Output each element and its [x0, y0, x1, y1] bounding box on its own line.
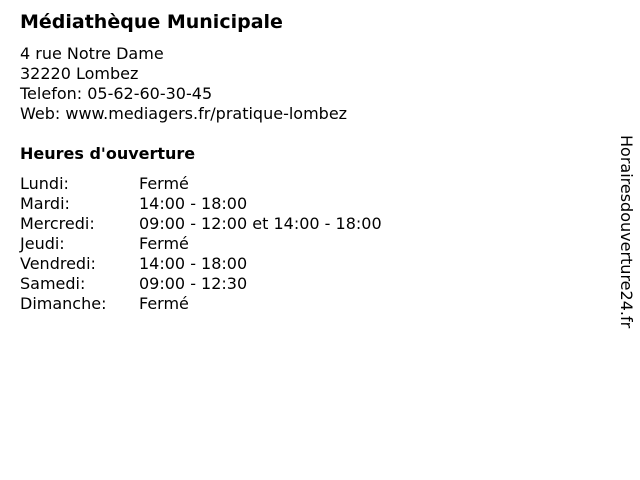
hours-row-tuesday	[20, 194, 382, 214]
day-label: Lundi:	[20, 174, 69, 193]
day-hours: Fermé	[139, 174, 189, 193]
day-label: Mercredi:	[20, 214, 95, 233]
day-hours: 09:00 - 12:00 et 14:00 - 18:00	[139, 214, 382, 233]
day-label: Dimanche:	[20, 294, 107, 313]
day-hours: 14:00 - 18:00	[139, 254, 248, 273]
hours-row-friday	[20, 254, 382, 274]
site-watermark: Horairesdouverture24.fr	[617, 135, 636, 329]
hours-row-monday	[20, 174, 382, 194]
day-hours: Fermé	[139, 294, 189, 313]
hours-row-saturday	[20, 274, 382, 294]
address-block	[20, 44, 347, 124]
library-name: Médiathèque Municipale	[20, 11, 283, 33]
day-label: Vendredi:	[20, 254, 96, 273]
day-label: Mardi:	[20, 194, 70, 213]
street-address: 4 rue Notre Dame	[20, 44, 164, 63]
city-postcode: 32220 Lombez	[20, 64, 139, 83]
hours-row-thursday	[20, 234, 382, 254]
hours-row-wednesday	[20, 214, 382, 234]
day-hours: Fermé	[139, 234, 189, 253]
opening-hours-table	[20, 174, 382, 314]
hours-row-sunday	[20, 294, 382, 314]
opening-hours-heading: Heures d'ouverture	[20, 144, 196, 163]
day-hours: 09:00 - 12:30	[139, 274, 248, 293]
day-label: Samedi:	[20, 274, 86, 293]
day-label: Jeudi:	[20, 234, 65, 253]
phone-number: Telefon: 05-62-60-30-45	[20, 84, 213, 103]
website: Web: www.mediagers.fr/pratique-lombez	[20, 104, 348, 123]
day-hours: 14:00 - 18:00	[139, 194, 248, 213]
